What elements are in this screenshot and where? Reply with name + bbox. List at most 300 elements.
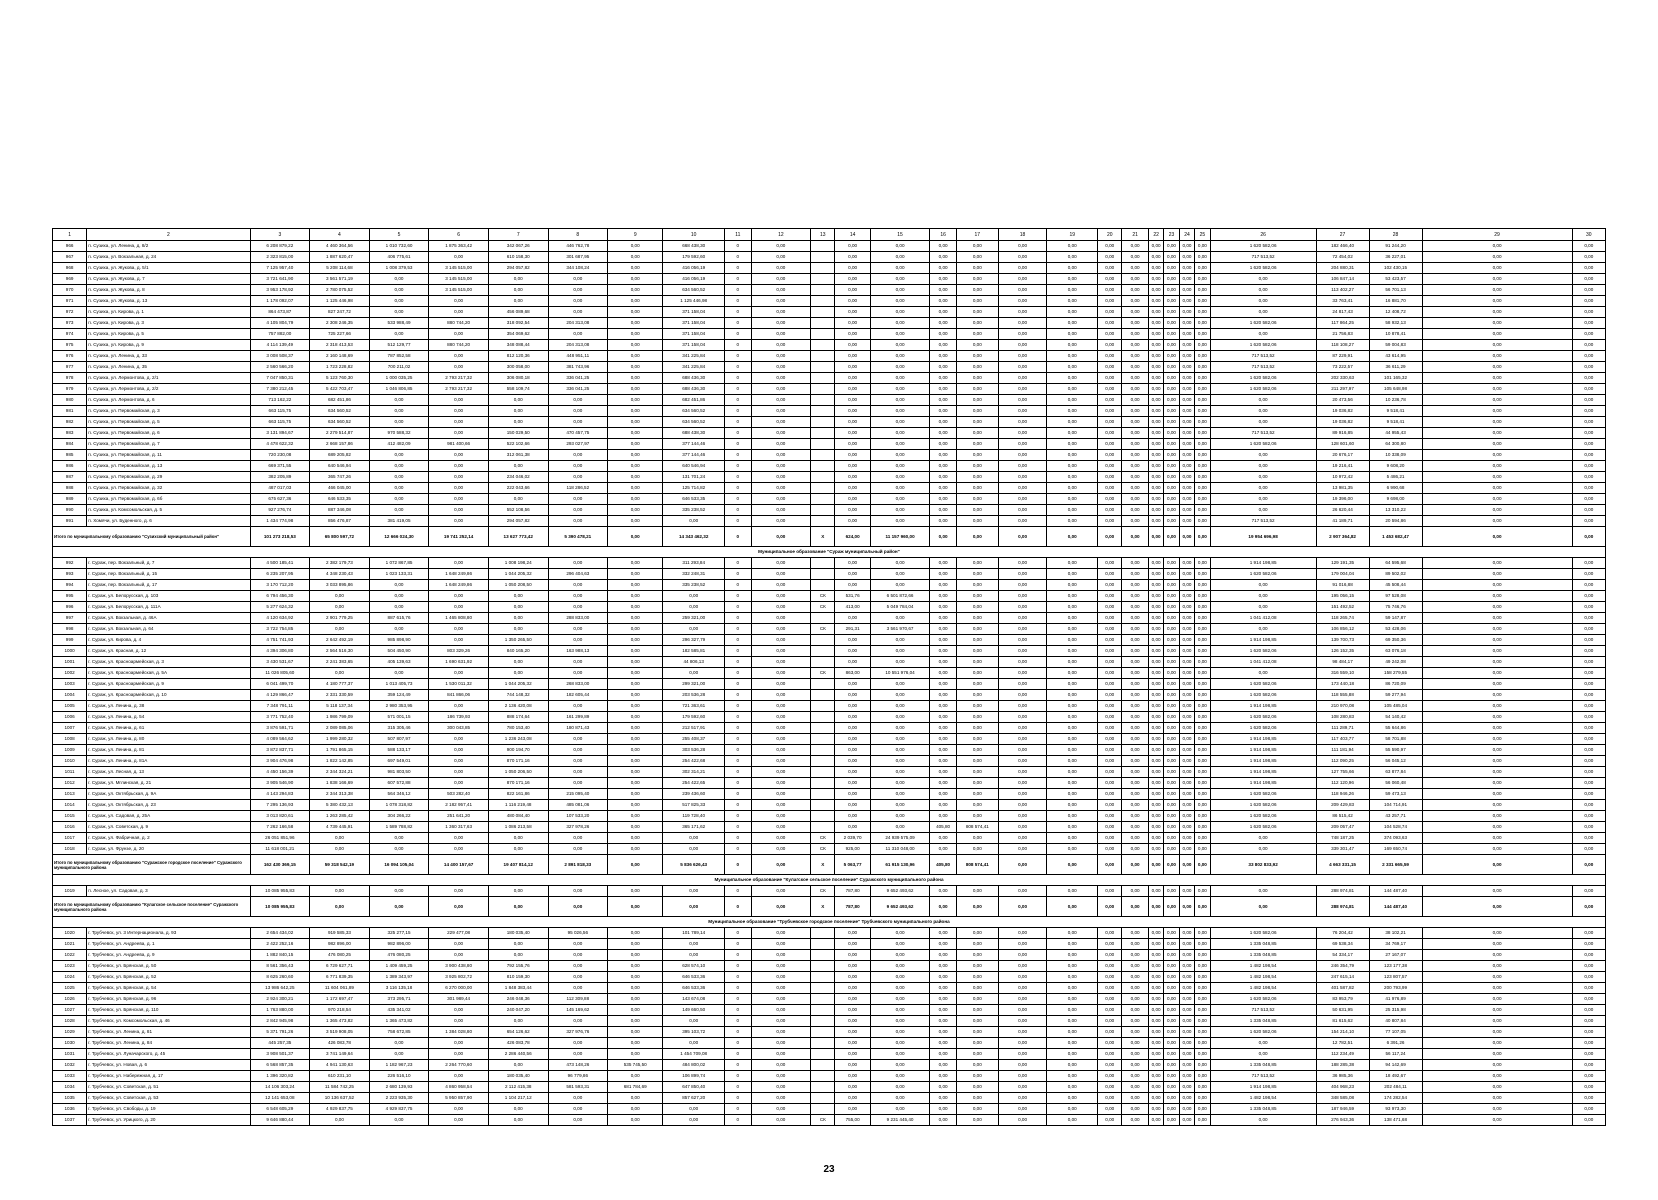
value-cell: 0,00 — [1572, 1093, 1605, 1104]
total-label-cell: Итого по муниципальному образованию "Сузихский муниципальный район" — [53, 527, 251, 547]
value-cell: 12 782,51 — [1316, 1038, 1369, 1049]
value-cell: 0,00 — [548, 886, 608, 897]
value-cell: 0,00 — [930, 307, 956, 318]
value-cell: 0,00 — [930, 635, 956, 646]
value-cell: 69 538,34 — [1316, 939, 1369, 950]
value-cell — [811, 505, 835, 516]
value-cell: 359 124,49 — [369, 690, 429, 701]
row-number-cell: 1016 — [53, 822, 87, 833]
column-number-cell: 26 — [1210, 229, 1316, 241]
value-cell: 0,00 — [1098, 516, 1122, 527]
value-cell: 0,00 — [488, 950, 548, 961]
value-cell: 0,00 — [608, 483, 663, 494]
value-cell: 0,00 — [956, 1049, 998, 1060]
value-cell: 841 866,06 — [429, 690, 489, 701]
value-cell: 11 584 742,25 — [310, 1082, 370, 1093]
value-cell: 0,00 — [930, 712, 956, 723]
value-cell: 0,00 — [751, 972, 811, 983]
value-cell: 98 484,17 — [1316, 657, 1369, 668]
value-cell: 0,00 — [369, 417, 429, 428]
value-cell: 4 941 130,63 — [310, 1060, 370, 1071]
value-cell: 880 744,20 — [429, 340, 489, 351]
value-cell: 0,00 — [1572, 362, 1605, 373]
value-cell: 0,00 — [1098, 939, 1122, 950]
value-cell: 0,00 — [608, 723, 663, 734]
row-number-cell: 1005 — [53, 701, 87, 712]
value-cell: 36 611,29 — [1369, 362, 1422, 373]
value-cell: 0,00 — [429, 428, 489, 439]
value-cell: 0,00 — [1164, 569, 1179, 580]
value-cell: 0,00 — [1179, 657, 1194, 668]
value-cell: 0,00 — [1148, 635, 1163, 646]
address-cell: г. Трубчевск, ул. Андреева, д. 9 — [87, 950, 250, 961]
value-cell: 234 046,02 — [488, 472, 548, 483]
table-row — [53, 505, 1606, 516]
value-cell: 38 102,21 — [1369, 928, 1422, 939]
value-cell: 0,00 — [608, 1115, 663, 1126]
value-cell: 288 833,00 — [548, 613, 608, 624]
value-cell: 0,00 — [1422, 1049, 1572, 1060]
value-cell: 3 925 802,72 — [429, 972, 489, 983]
value-cell: 6 729 627,71 — [310, 961, 370, 972]
total-value-cell: 0,00 — [1122, 855, 1148, 875]
value-cell — [811, 274, 835, 285]
value-cell: 0,00 — [1148, 1049, 1163, 1060]
value-cell: 0,00 — [1422, 767, 1572, 778]
value-cell: 0,00 — [429, 362, 489, 373]
value-cell: 0,00 — [835, 558, 870, 569]
value-cell: 1 172 697,47 — [310, 994, 370, 1005]
value-cell: 0,00 — [663, 516, 725, 527]
column-number-cell: 14 — [835, 229, 870, 241]
value-cell: 0,00 — [1122, 472, 1148, 483]
value-cell: 0,00 — [835, 961, 870, 972]
value-cell: 0,00 — [1422, 701, 1572, 712]
value-cell: 2 793 217,32 — [429, 384, 489, 395]
value-cell: 0,00 — [1164, 1038, 1179, 1049]
value-cell: 0,00 — [608, 307, 663, 318]
value-cell: 780 153,40 — [488, 723, 548, 734]
value-cell: 371 158,04 — [663, 318, 725, 329]
value-cell: 1 041 412,08 — [1210, 613, 1316, 624]
total-value-cell: 0,00 — [1164, 855, 1179, 875]
value-cell — [811, 285, 835, 296]
value-cell: 0,00 — [1047, 241, 1098, 252]
value-cell: 18 492,67 — [1369, 1071, 1422, 1082]
row-number-cell: 994 — [53, 580, 87, 591]
value-cell: 0 — [725, 1005, 751, 1016]
value-cell: 0,00 — [870, 558, 930, 569]
value-cell: 0,00 — [1148, 483, 1163, 494]
value-cell: 0,00 — [1164, 263, 1179, 274]
value-cell: 634 560,52 — [663, 406, 725, 417]
table-row — [53, 723, 1606, 734]
value-cell: 0,00 — [930, 1016, 956, 1027]
value-cell: 0,00 — [1179, 844, 1194, 855]
value-cell: 4 450 156,39 — [250, 767, 310, 778]
value-cell: 0,00 — [369, 1115, 429, 1126]
value-cell: 0,00 — [1179, 252, 1194, 263]
value-cell: 302 314,21 — [663, 767, 725, 778]
value-cell: 0,00 — [956, 461, 998, 472]
value-cell: 0,00 — [1572, 822, 1605, 833]
value-cell: 0,00 — [1047, 961, 1098, 972]
value-cell: 0,00 — [1098, 406, 1122, 417]
value-cell: 127 755,66 — [1316, 767, 1369, 778]
value-cell: 0 — [725, 351, 751, 362]
address-cell: г. Сураж, ул. Белорусская, д. 103 — [87, 591, 250, 602]
table-row — [53, 351, 1606, 362]
value-cell: 0,00 — [1422, 428, 1572, 439]
value-cell: 0,00 — [429, 472, 489, 483]
address-cell: г. Трубчевск, ул. Комсомольская, д. 46 — [87, 1016, 250, 1027]
value-cell: 588 133,17 — [369, 745, 429, 756]
value-cell: 0,00 — [429, 329, 489, 340]
address-cell: г. Сураж, ул. Советская, д. 9 — [87, 822, 250, 833]
value-cell: 89 502,02 — [1369, 569, 1422, 580]
value-cell: 0,00 — [369, 296, 429, 307]
value-cell: 0,00 — [1148, 778, 1163, 789]
row-number-cell: 969 — [53, 274, 87, 285]
row-number-cell: 1020 — [53, 928, 87, 939]
value-cell: 0,00 — [1179, 439, 1194, 450]
row-number-cell: 985 — [53, 450, 87, 461]
value-cell: 0,00 — [956, 241, 998, 252]
value-cell: 0,00 — [1422, 417, 1572, 428]
value-cell: 0,00 — [1047, 1115, 1098, 1126]
value-cell — [811, 800, 835, 811]
value-cell: 0,00 — [835, 928, 870, 939]
value-cell: 0,00 — [870, 745, 930, 756]
value-cell: 571 001,15 — [369, 712, 429, 723]
value-cell: 0,00 — [1179, 712, 1194, 723]
value-cell: 0,00 — [1572, 241, 1605, 252]
address-cell: г. Сураж, ул. Красноармейская, д. 3 — [87, 657, 250, 668]
value-cell: 0,00 — [1047, 778, 1098, 789]
value-cell: 1 620 582,06 — [1210, 569, 1316, 580]
total-value-cell: 0,00 — [998, 855, 1047, 875]
value-cell: 0,00 — [1195, 461, 1210, 472]
value-cell: 982 896,00 — [310, 939, 370, 950]
value-cell: 748 187,25 — [1316, 833, 1369, 844]
table-row — [53, 1093, 1606, 1104]
value-cell: 0,00 — [1422, 505, 1572, 516]
value-cell: 0 — [725, 1049, 751, 1060]
value-cell: 0,00 — [1148, 241, 1163, 252]
value-cell: 0,00 — [1179, 340, 1194, 351]
value-cell — [811, 318, 835, 329]
address-cell: г. Сураж, ул. Октябрьская, д. 23 — [87, 800, 250, 811]
value-cell: 0,00 — [1195, 252, 1210, 263]
value-cell: 0,00 — [608, 516, 663, 527]
value-cell: 0,00 — [1179, 833, 1194, 844]
value-cell: 0,00 — [429, 505, 489, 516]
row-number-cell: 967 — [53, 252, 87, 263]
value-cell: 0,00 — [930, 580, 956, 591]
value-cell: 0,00 — [998, 461, 1047, 472]
value-cell: 0,00 — [835, 950, 870, 961]
value-cell: 0,00 — [1572, 972, 1605, 983]
value-cell: 0,00 — [1098, 505, 1122, 516]
value-cell: 0,00 — [608, 395, 663, 406]
value-cell: 0 — [725, 362, 751, 373]
value-cell: 0,00 — [1164, 767, 1179, 778]
value-cell: 210 970,08 — [1316, 701, 1369, 712]
value-cell: 180 035,40 — [488, 928, 548, 939]
value-cell: 0,00 — [1148, 1027, 1163, 1038]
value-cell: 0,00 — [1422, 734, 1572, 745]
value-cell: 0,00 — [930, 745, 956, 756]
value-cell: 0,00 — [1047, 624, 1098, 635]
value-cell: 0,00 — [870, 961, 930, 972]
value-cell: 0,00 — [1047, 844, 1098, 855]
value-cell: 0,00 — [751, 844, 811, 855]
value-cell: 0,00 — [751, 558, 811, 569]
value-cell: 0,00 — [1210, 285, 1316, 296]
value-cell: 0,00 — [1098, 1071, 1122, 1082]
row-number-cell: 1025 — [53, 983, 87, 994]
value-cell: 0 — [725, 505, 751, 516]
value-cell: 0,00 — [1572, 285, 1605, 296]
value-cell: 0,00 — [1422, 1038, 1572, 1049]
value-cell: 0 — [725, 701, 751, 712]
value-cell: 646 533,35 — [310, 494, 370, 505]
value-cell — [811, 994, 835, 1005]
table-row — [53, 395, 1606, 406]
value-cell: 0,00 — [751, 494, 811, 505]
value-cell: 0,00 — [1122, 844, 1148, 855]
value-cell: 1 409 459,25 — [369, 961, 429, 972]
value-cell: 0,00 — [369, 285, 429, 296]
value-cell: 0,00 — [608, 1027, 663, 1038]
value-cell: 0,00 — [1422, 439, 1572, 450]
row-number-cell: 1024 — [53, 972, 87, 983]
total-label-cell: Итого по муниципальному образованию "Суражское городское поселение" Суражского муниципального района — [53, 855, 251, 875]
value-cell: 1 050 206,50 — [488, 767, 548, 778]
value-cell: 0 — [725, 569, 751, 580]
table-row — [53, 756, 1606, 767]
value-cell: 1 999 280,32 — [310, 734, 370, 745]
value-cell: 0,00 — [1572, 690, 1605, 701]
value-cell: 0,00 — [608, 844, 663, 855]
value-cell: 0,00 — [1148, 373, 1163, 384]
value-cell: 0,00 — [1148, 961, 1163, 972]
value-cell: 0,00 — [930, 939, 956, 950]
value-cell: 0,00 — [751, 613, 811, 624]
total-value-cell: 2 331 665,59 — [1369, 855, 1422, 875]
value-cell: 0,00 — [1122, 668, 1148, 679]
value-cell: 107 533,20 — [548, 811, 608, 822]
value-cell: 919 585,33 — [310, 928, 370, 939]
value-cell: 0,00 — [998, 800, 1047, 811]
value-cell: 0 — [725, 745, 751, 756]
value-cell: 0,00 — [1122, 800, 1148, 811]
value-cell: 53 423,57 — [1369, 274, 1422, 285]
value-cell: 0,00 — [608, 472, 663, 483]
value-cell — [811, 789, 835, 800]
value-cell: 0,00 — [1422, 580, 1572, 591]
value-cell — [811, 712, 835, 723]
value-cell: 4 500 185,41 — [250, 558, 310, 569]
table-row — [53, 591, 1606, 602]
value-cell: 1 008 198,24 — [488, 558, 548, 569]
value-cell: 0,00 — [608, 252, 663, 263]
value-cell: 0,00 — [488, 461, 548, 472]
value-cell: 0,00 — [1164, 844, 1179, 855]
value-cell: 0,00 — [930, 886, 956, 897]
value-cell: 0,00 — [1179, 351, 1194, 362]
value-cell: 927 276,74 — [250, 505, 310, 516]
value-cell: 0,00 — [998, 406, 1047, 417]
value-cell: 9 231 445,40 — [870, 1115, 930, 1126]
address-cell: г. Трубчевск, ул. 3 Интернационала, д. 93 — [87, 928, 250, 939]
value-cell — [811, 767, 835, 778]
value-cell: 0,00 — [1179, 558, 1194, 569]
value-cell: 0,00 — [1422, 1115, 1572, 1126]
total-value-cell: 405,80 — [930, 855, 956, 875]
value-cell: 325 277,15 — [369, 928, 429, 939]
row-number-cell: 999 — [53, 635, 87, 646]
value-cell: 2 160 148,69 — [310, 351, 370, 362]
value-cell: 0,00 — [870, 241, 930, 252]
value-cell: 647 850,40 — [663, 1082, 725, 1093]
value-cell — [811, 778, 835, 789]
value-cell: 0,00 — [1047, 428, 1098, 439]
value-cell: 0,00 — [548, 961, 608, 972]
value-cell: 0,00 — [429, 624, 489, 635]
value-cell: 0,00 — [608, 624, 663, 635]
value-cell: 0,00 — [369, 580, 429, 591]
value-cell: 169 650,74 — [1369, 844, 1422, 855]
value-cell: 0,00 — [1122, 961, 1148, 972]
value-cell: 0,00 — [1122, 1104, 1148, 1115]
value-cell: 1 044 205,32 — [488, 569, 548, 580]
value-cell: 0,00 — [835, 778, 870, 789]
value-cell: 56 045,12 — [1369, 756, 1422, 767]
value-cell: 0,00 — [1122, 602, 1148, 613]
total-row — [53, 897, 1606, 917]
value-cell: 0,00 — [870, 395, 930, 406]
value-cell: 139 700,73 — [1316, 635, 1369, 646]
value-cell: 0,00 — [1122, 307, 1148, 318]
value-cell: 504 450,90 — [369, 646, 429, 657]
value-cell: 0,00 — [548, 983, 608, 994]
value-cell: 0,00 — [369, 472, 429, 483]
value-cell: 0,00 — [870, 373, 930, 384]
value-cell: 0,00 — [751, 668, 811, 679]
value-cell: 0,00 — [429, 756, 489, 767]
value-cell: 0,00 — [998, 668, 1047, 679]
value-cell: 808 574,41 — [956, 822, 998, 833]
value-cell: 0,00 — [1179, 701, 1194, 712]
value-cell: 0,00 — [1148, 591, 1163, 602]
value-cell: 24 817,43 — [1316, 307, 1369, 318]
value-cell: 0,00 — [1572, 886, 1605, 897]
value-cell: 0,00 — [1122, 983, 1148, 994]
value-cell: 900 194,70 — [488, 745, 548, 756]
value-cell: 0,00 — [1122, 1049, 1148, 1060]
value-cell: 44 955,43 — [1369, 428, 1422, 439]
value-cell: 25 315,98 — [1369, 1005, 1422, 1016]
value-cell: 0,00 — [1047, 395, 1098, 406]
value-cell: 0,00 — [608, 950, 663, 961]
value-cell: 36 985,36 — [1316, 1071, 1369, 1082]
value-cell: 1 384 028,80 — [429, 1027, 489, 1038]
value-cell: 0,00 — [1122, 1060, 1148, 1071]
value-cell: 1 620 582,06 — [1210, 439, 1316, 450]
value-cell: 0,00 — [429, 461, 489, 472]
value-cell: 0,00 — [1122, 263, 1148, 274]
address-cell: г. Сураж, ул. Мглинская, д. 21 — [87, 778, 250, 789]
column-number-cell: 28 — [1369, 229, 1422, 241]
value-cell — [811, 690, 835, 701]
value-cell: 0,00 — [1572, 329, 1605, 340]
value-cell: 1 914 198,85 — [1210, 1082, 1316, 1093]
value-cell: 123 807,57 — [1369, 972, 1422, 983]
value-cell: 0,00 — [998, 789, 1047, 800]
value-cell: 93 973,30 — [1369, 1104, 1422, 1115]
value-cell: 106 856,12 — [1316, 624, 1369, 635]
value-cell: 0,00 — [998, 384, 1047, 395]
value-cell: 0,00 — [1122, 1016, 1148, 1027]
value-cell: 5 049 784,04 — [870, 602, 930, 613]
address-cell: п. Сузиха, ул. Ленина, д. 35 — [87, 362, 250, 373]
value-cell: 0,00 — [429, 351, 489, 362]
value-cell: 0,00 — [1098, 296, 1122, 307]
value-cell: 0,00 — [1179, 1093, 1194, 1104]
value-cell: 0,00 — [1572, 800, 1605, 811]
value-cell: 864 473,87 — [250, 307, 310, 318]
value-cell: 0,00 — [751, 351, 811, 362]
value-cell: 0,00 — [751, 690, 811, 701]
value-cell: 0,00 — [835, 351, 870, 362]
value-cell: 0,00 — [1195, 613, 1210, 624]
value-cell: 4 143 294,83 — [250, 789, 310, 800]
value-cell: СК — [811, 833, 835, 844]
value-cell: 682 451,86 — [310, 395, 370, 406]
value-cell: 0,00 — [608, 939, 663, 950]
value-cell: 0,00 — [870, 483, 930, 494]
value-cell: 0,00 — [1122, 723, 1148, 734]
value-cell: 0,00 — [1122, 318, 1148, 329]
value-cell: 1 914 198,85 — [1210, 558, 1316, 569]
value-cell: 0,00 — [1098, 1093, 1122, 1104]
value-cell: 0,00 — [956, 1005, 998, 1016]
value-cell: 0,00 — [930, 450, 956, 461]
value-cell: 0,00 — [429, 395, 489, 406]
value-cell: 0,00 — [1164, 241, 1179, 252]
table-row — [53, 428, 1606, 439]
value-cell: 0,00 — [1210, 844, 1316, 855]
value-cell: 0,00 — [998, 450, 1047, 461]
value-cell: 0,00 — [870, 972, 930, 983]
total-value-cell: 144 487,40 — [1369, 897, 1422, 917]
value-cell: 0,00 — [1195, 983, 1210, 994]
value-cell: 404 968,23 — [1316, 1082, 1369, 1093]
value-cell: 0,00 — [1210, 450, 1316, 461]
value-cell: 0,00 — [1098, 472, 1122, 483]
address-cell: п. Сузиха, ул. Лермонтова, д. 2/1 — [87, 373, 250, 384]
value-cell: 0,00 — [1572, 395, 1605, 406]
table-row — [53, 1071, 1606, 1082]
value-cell: 50 631,95 — [1316, 1005, 1369, 1016]
column-number-row — [53, 229, 1606, 241]
value-cell: 0 — [725, 591, 751, 602]
value-cell: 0,00 — [429, 296, 489, 307]
value-cell: 0,00 — [1047, 701, 1098, 712]
value-cell: 2 382 179,73 — [310, 558, 370, 569]
value-cell: 0,00 — [1148, 329, 1163, 340]
